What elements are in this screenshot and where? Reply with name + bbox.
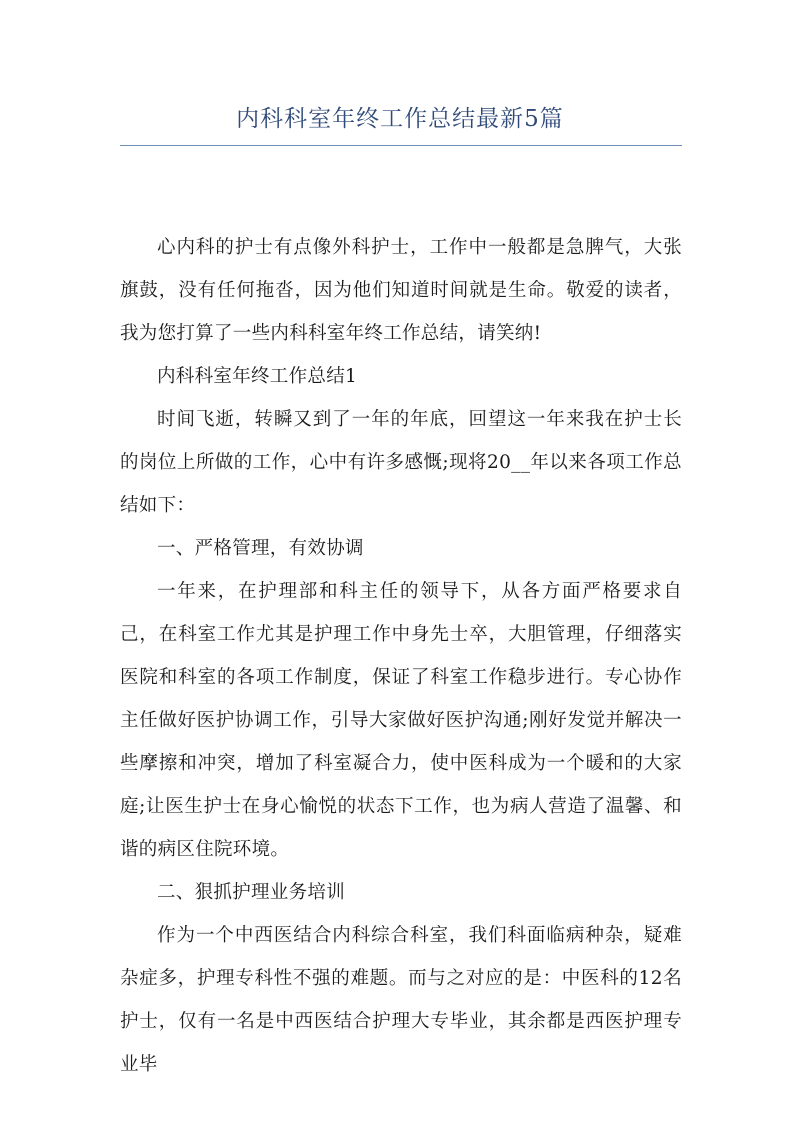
document-body	[120, 226, 682, 1086]
title-divider	[120, 145, 682, 146]
document-title: 内科科室年终工作总结最新5篇	[236, 106, 564, 132]
management-paragraph: 一年来，在护理部和科主任的领导下，从各方面严格要求自己，在科室工作尤其是护理工作中身先士卒，大胆管理，仔细落实医院和科室的各项工作制度，保证了科室工作稳步进行。专心协作主任做好医护协调工作，引导大家做好医护沟通;刚好发觉并解决一些摩擦和冲突，增加了科室凝合力，使中医科成为一个暖和的大家庭;让医生护士在身心愉悦的状态下工作，也为病人营造了温馨、和谐的病区住院环境。	[120, 581, 682, 860]
training-paragraph: 作为一个中西医结合内科综合科室，我们科面临病种杂，疑难杂症多，护理专科性不强的难题。而与之对应的是：中医科的12名护士，仅有一名是中西医结合护理大专毕业，其余都是西医护理专业毕	[120, 925, 682, 1075]
intro-paragraph: 心内科的护士有点像外科护士，工作中一般都是急脾气，大张旗鼓，没有任何拖沓，因为他们知道时间就是生命。敬爱的读者，我为您打算了一些内科科室年终工作总结，请笑纳!	[120, 237, 682, 344]
subheading-management: 一、严格管理，有效协调	[157, 538, 364, 559]
section-heading-summary-1: 内科科室年终工作总结1	[157, 366, 358, 387]
summary-intro-paragraph: 时间飞逝，转瞬又到了一年的年底，回望这一年来我在护士长的岗位上所做的工作，心中有许多感慨;现将20__年以来各项工作总结如下：	[120, 409, 682, 516]
subheading-training: 二、狠抓护理业务培训	[157, 882, 346, 903]
